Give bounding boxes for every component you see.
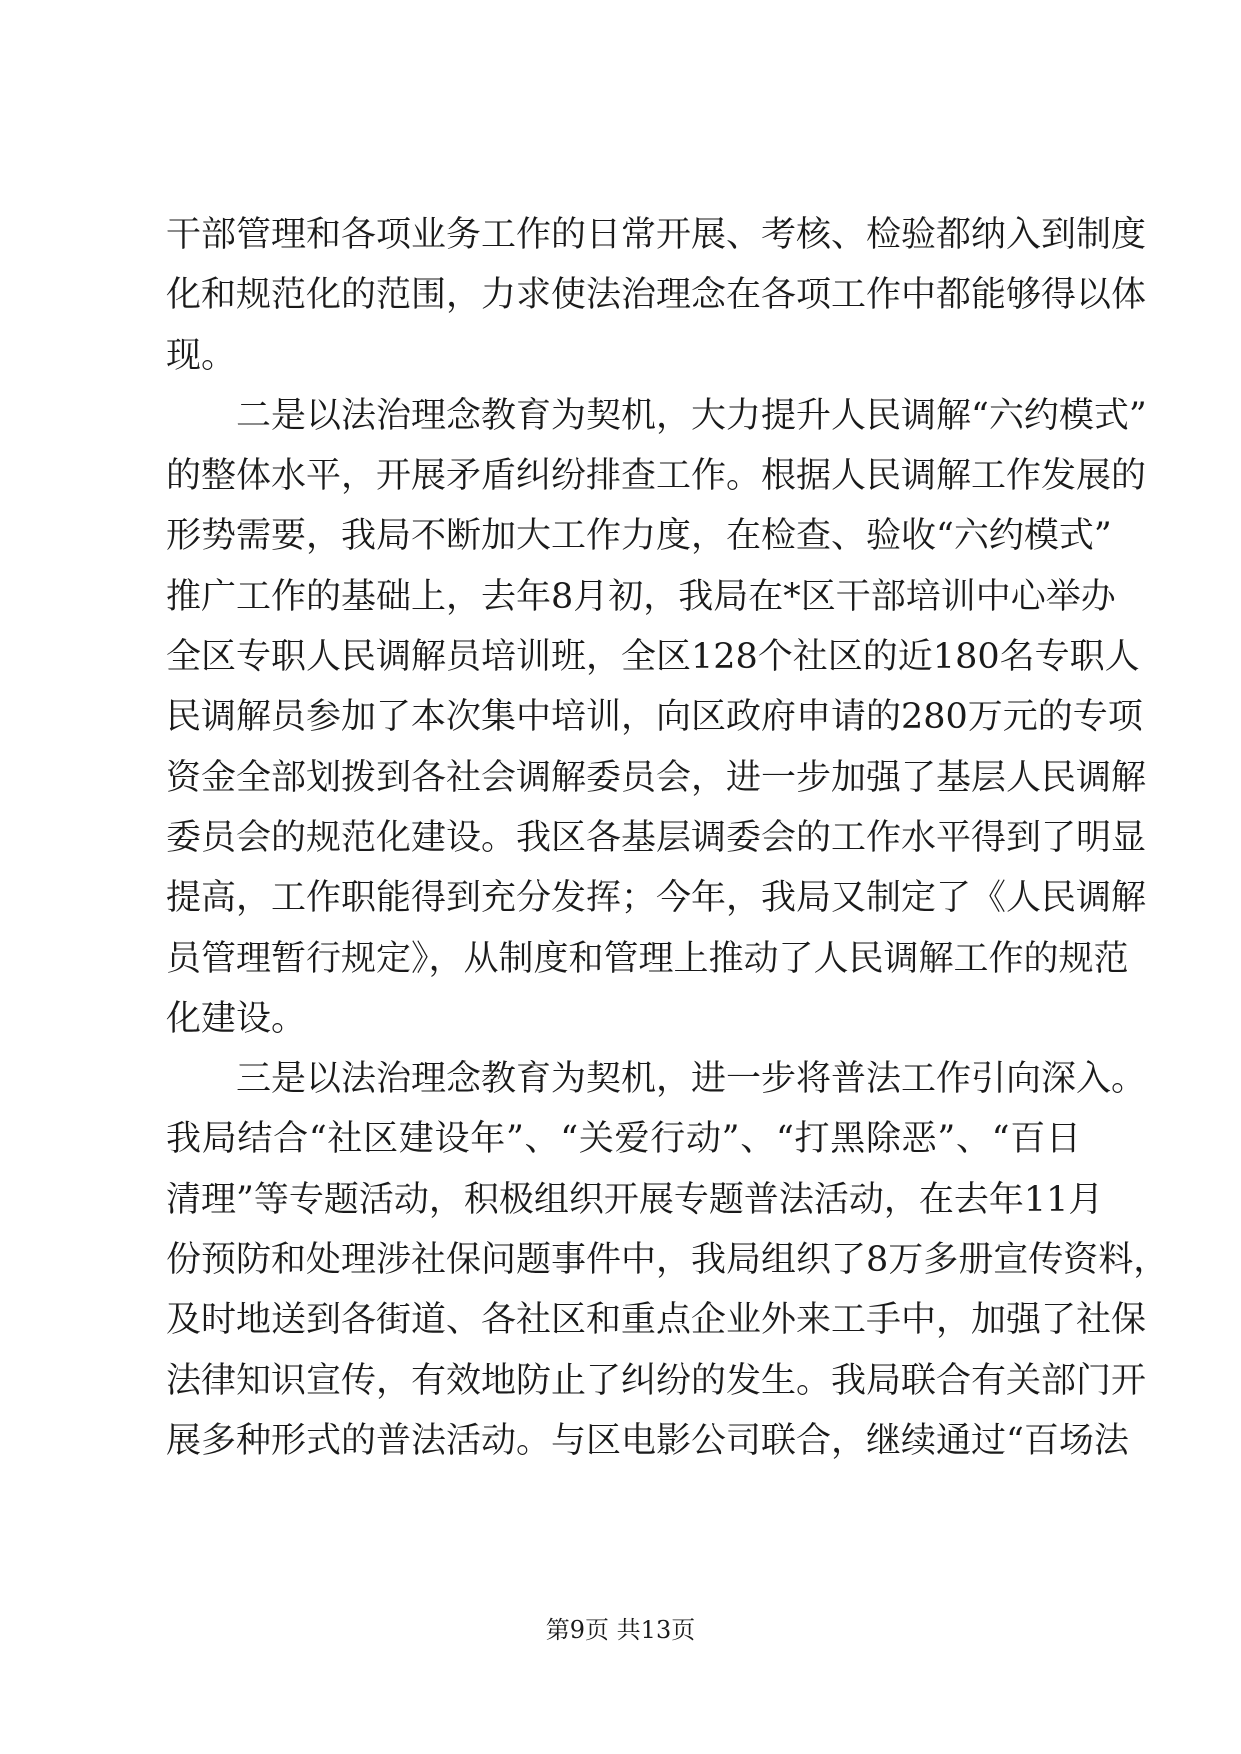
text-line: 干部管理和各项业务工作的日常开展、考核、检验都纳入到制度 (166, 215, 1147, 255)
text-line: 法律知识宣传，有效地防止了纠纷的发生。我局联合有关部门开 (166, 1360, 1147, 1401)
text-line: 化和规范化的范围，力求使法治理念在各项工作中都能够得以体 (166, 275, 1147, 316)
text-line: 及时地送到各街道、各社区和重点企业外来工手中，加强了社保 (166, 1300, 1147, 1341)
paragraph-start-line: 二是以法治理念教育为契机，大力提升人民调解“六约模式” (236, 395, 1147, 436)
page-number-footer: 第9页 共13页 (545, 1616, 696, 1644)
text-line: 展多种形式的普法活动。与区电影公司联合，继续通过“百场法 (166, 1420, 1129, 1461)
text-line: 资金全部划拨到各社会调解委员会，进一步加强了基层人民调解 (166, 757, 1147, 798)
text-line: 员管理暂行规定》，从制度和管理上推动了人民调解工作的规范 (166, 938, 1129, 979)
document-body (166, 205, 1169, 1471)
text-line: 提高，工作职能得到充分发挥；今年，我局又制定了《人民调解 (166, 878, 1147, 919)
text-line: 委员会的规范化建设。我区各基层调委会的工作水平得到了明显 (166, 817, 1147, 858)
text-line: 全区专职人民调解员培训班，全区128个社区的近180名专职人 (166, 637, 1140, 678)
text-line: 的整体水平，开展矛盾纠纷排查工作。根据人民调解工作发展的 (166, 456, 1147, 497)
text-line: 清理”等专题活动，积极组织开展专题普法活动，在去年11月 (166, 1179, 1104, 1220)
text-line: 份预防和处理涉社保问题事件中，我局组织了8万多册宣传资料， (166, 1240, 1169, 1281)
paragraph-start-line: 三是以法治理念教育为契机，进一步将普法工作引向深入。 (236, 1059, 1147, 1100)
text-line: 现。 (166, 335, 237, 376)
text-line: 民调解员参加了本次集中培训，向区政府申请的280万元的专项 (166, 697, 1143, 738)
text-line: 化建设。 (166, 998, 307, 1039)
text-line: 推广工作的基础上，去年8月初，我局在*区干部培训中心举办 (166, 576, 1116, 617)
text-line: 我局结合“社区建设年”、“关爱行动”、“打黑除恶”、“百日 (166, 1119, 1081, 1160)
text-line: 形势需要，我局不断加大工作力度，在检查、验收“六约模式” (166, 516, 1112, 557)
